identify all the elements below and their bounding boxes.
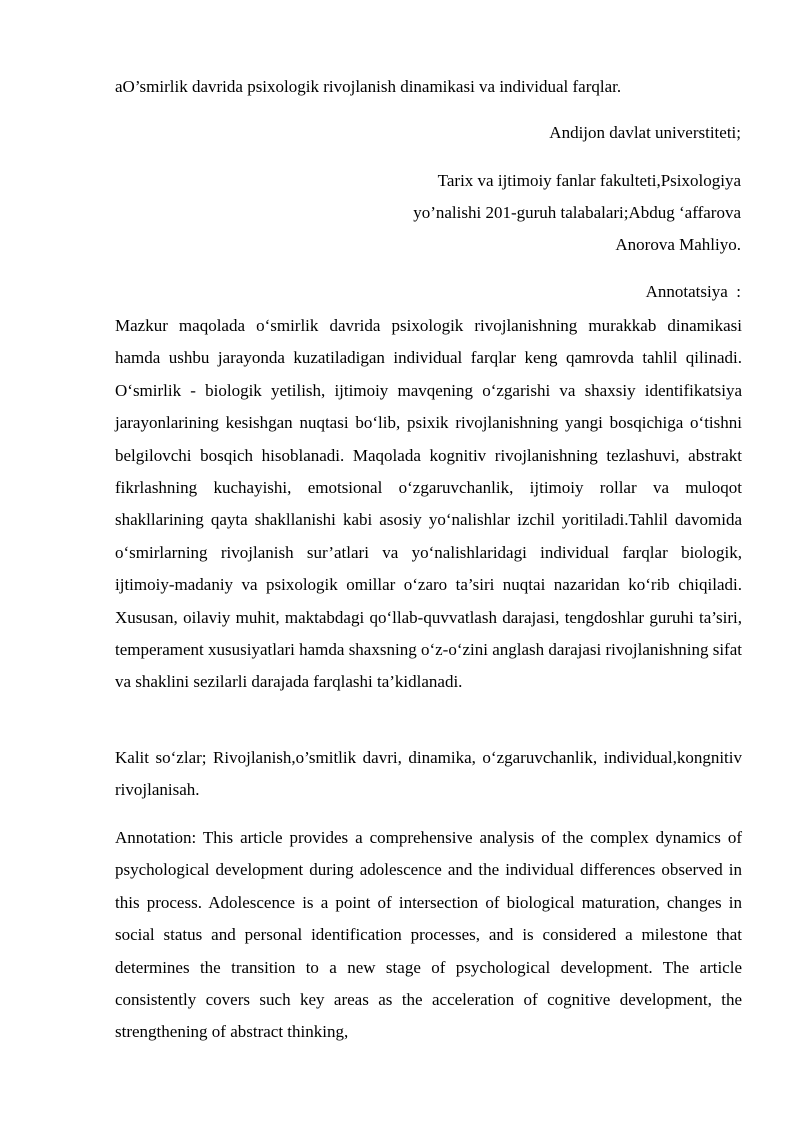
annotatsiya-heading: Annotatsiya : xyxy=(645,282,741,301)
article-title: aO’smirlik davrida psixologik rivojlanish dinamikasi va individual farqlar. xyxy=(115,77,622,96)
annotatsiya-paragraph: Mazkur maqolada o‘smirlik davrida psixologik rivojlanishning murakkab dinamikasi hamda ushbu jarayonda kuzatiladigan individual farqlar keng qamrovda tahlil qilinadi. O‘smirlik - biologik yetilish, ijtimoiy mavqening o‘zgarishi va shaxsiy identifikatsiya jarayonlarining kesishgan nuqtasi bo‘lib, psixik rivojlanishning yangi bosqichiga o‘tishni belgilovchi bosqich hisoblanadi. Maqolada kognitiv rivojlanishning tezlashuvi, abstrakt fikrlashning kuchayishi, emotsional o‘zgaruvchanlik, ijtimoiy rollar va muloqot shakllarining qayta shakllanishi kabi asosiy yo‘nalishlar izchil yoritiladi.Tahlil davomida o‘smirlarning rivojlanish sur’atlari va yo‘nalishlaridagi individual farqlar biologik, ijtimoiy-madaniy va psixologik omillar o‘zaro ta’siri nuqtai nazaridan ko‘rib chiqiladi. Xususan, oilaviy muhit, maktabdagi qo‘llab-quvvatlash darajasi, tengdoshlar guruhi ta’siri, temperament xususiyatlari hamda shaxsning o‘z-o‘zini anglash darajasi rivojlanishning sifat va shaklini sezilarli darajada farqlashi ta’kidlanadi. xyxy=(115,316,742,692)
faculty-line-2: yo’nalishi 201-guruh talabalari;Abdug ‘affarova xyxy=(413,203,741,222)
author-name: Anorova Mahliyo. xyxy=(615,235,741,254)
keywords-paragraph: Kalit so‘zlar; Rivojlanish,o’smitlik davri, dinamika, o‘zgaruvchanlik, individual,kongnitiv rivojlanisah. xyxy=(115,748,742,799)
faculty-line-1: Tarix va ijtimoiy fanlar fakulteti,Psixologiya xyxy=(437,171,741,190)
university-name: Andijon davlat universtiteti; xyxy=(549,123,741,142)
annotation-paragraph: Annotation: This article provides a comprehensive analysis of the complex dynamics of psychological development during adolescence and the individual differences observed in this process. Adolescence is a point of intersection of biological maturation, changes in social status and personal identification processes, and is considered a milestone that determines the transition to a new stage of psychological development. The article consistently covers such key areas as the acceleration of cognitive development, the strengthening of abstract thinking, xyxy=(115,828,742,1042)
